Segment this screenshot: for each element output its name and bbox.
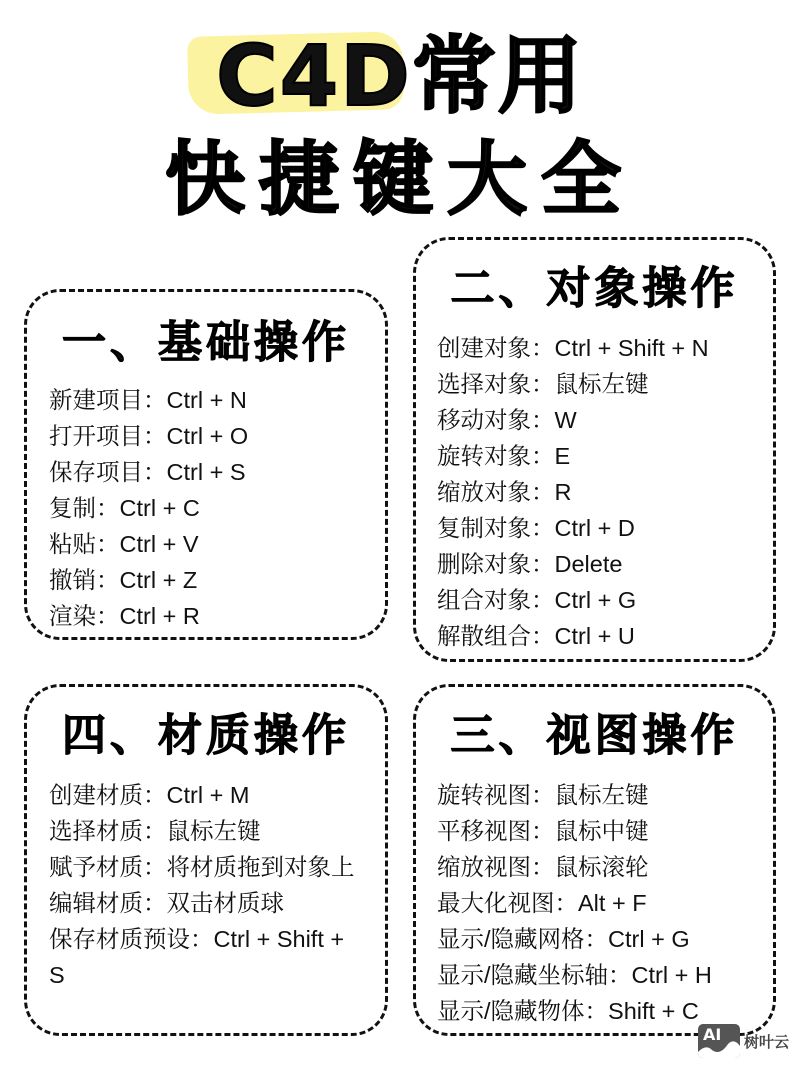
- shortcut-item: 旋转对象：E: [437, 443, 571, 469]
- shortcut-item: 新建项目：Ctrl + N: [49, 387, 247, 413]
- shortcut-item: 赋予材质：将材质拖到对象上: [49, 854, 355, 880]
- section-basic-operations: [24, 289, 388, 640]
- section-material-operations: [24, 684, 388, 1036]
- shortcut-item: 显示/隐藏物体：Shift + C: [437, 998, 699, 1024]
- section-heading: 二、对象操作: [450, 263, 739, 314]
- watermark-text: 树叶云: [744, 1032, 790, 1051]
- section-heading: 四、材质操作: [62, 710, 350, 761]
- shortcut-item: 缩放对象：R: [437, 479, 572, 505]
- watermark-icon-label: AI: [703, 1025, 722, 1044]
- shortcut-list: [27, 763, 385, 993]
- shortcut-item: 移动对象：W: [437, 407, 577, 433]
- shortcut-item: 撤销：Ctrl + Z: [49, 567, 198, 593]
- shortcut-item: 创建对象：Ctrl + Shift + N: [437, 335, 709, 361]
- title-line-2: 快捷键大全: [165, 133, 635, 226]
- ai-image-icon: [698, 1024, 740, 1058]
- shortcut-item: 复制：Ctrl + C: [49, 495, 200, 521]
- shortcut-item: 旋转视图：鼠标左键: [437, 782, 649, 808]
- shortcut-item: 显示/隐藏网格：Ctrl + G: [437, 926, 690, 952]
- mountain-icon: [698, 1040, 740, 1058]
- shortcut-item: 组合对象：Ctrl + G: [437, 587, 637, 613]
- shortcut-item: 打开项目：Ctrl + O: [49, 423, 249, 449]
- shortcut-list: [27, 368, 385, 634]
- shortcut-item: 选择对象：鼠标左键: [437, 371, 649, 397]
- section-view-operations: [413, 684, 776, 1036]
- shortcut-item: 保存项目：Ctrl + S: [49, 459, 246, 485]
- shortcut-item: 缩放视图：鼠标滚轮: [437, 854, 649, 880]
- shortcut-list: [416, 316, 773, 654]
- shortcut-item: 选择材质：鼠标左键: [49, 818, 261, 844]
- shortcut-list: [416, 763, 773, 1029]
- section-heading: 三、视图操作: [450, 710, 739, 761]
- shortcut-item: 创建材质：Ctrl + M: [49, 782, 250, 808]
- section-heading: 一、基础操作: [62, 317, 350, 368]
- shortcut-item: 删除对象：Delete: [437, 551, 623, 577]
- section-object-operations: [413, 237, 776, 662]
- shortcut-item: 粘贴：Ctrl + V: [49, 531, 199, 557]
- shortcut-item: 渲染：Ctrl + R: [49, 603, 200, 629]
- title-area: [0, 0, 800, 230]
- shortcut-item: 解散组合：Ctrl + U: [437, 623, 635, 649]
- shortcut-item: 编辑材质：双击材质球: [49, 890, 284, 916]
- shortcut-item: 复制对象：Ctrl + D: [437, 515, 635, 541]
- shortcut-item: 保存材质预设：Ctrl + Shift + S: [49, 926, 345, 988]
- shortcut-item: 最大化视图：Alt + F: [437, 890, 647, 916]
- shortcut-item: 显示/隐藏坐标轴：Ctrl + H: [437, 962, 712, 988]
- watermark: [698, 1024, 789, 1058]
- shortcut-item: 平移视图：鼠标中键: [437, 818, 649, 844]
- title-line-1: C4D常用: [216, 27, 584, 125]
